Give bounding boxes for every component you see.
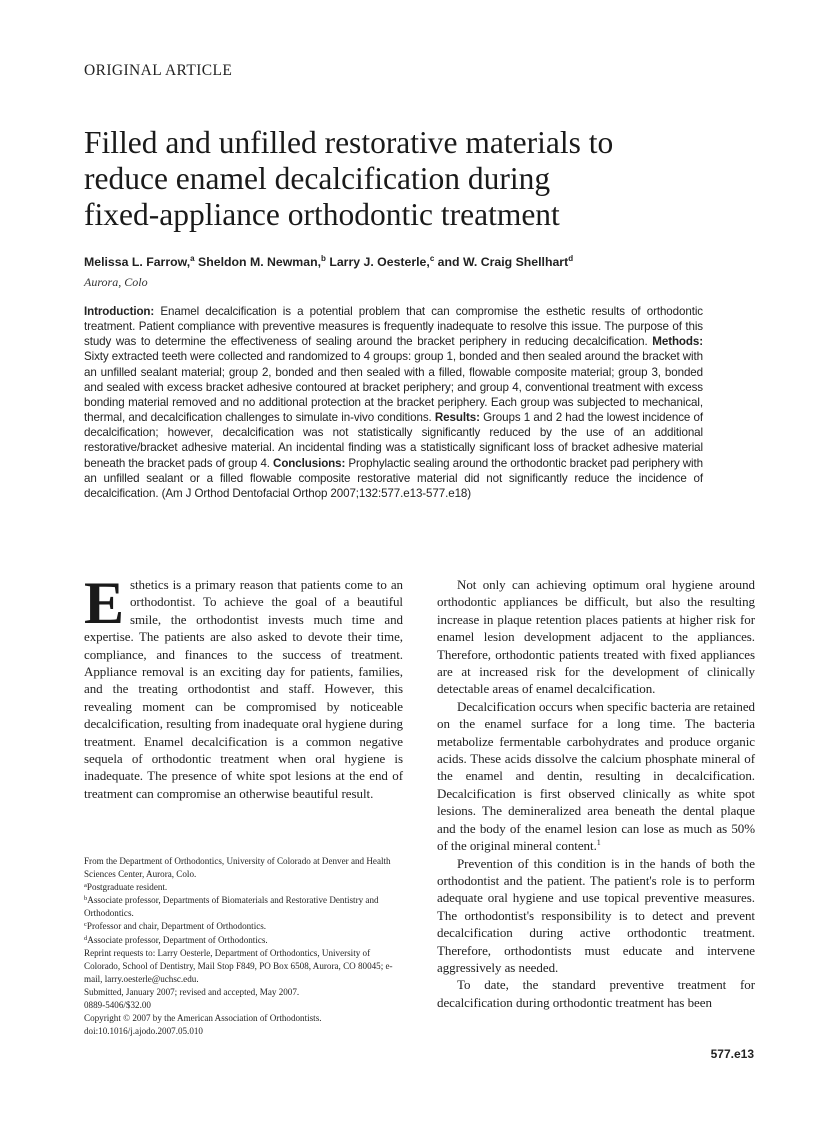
body-paragraph [84,570,403,802]
section-label: ORIGINAL ARTICLE [84,62,233,79]
title-line: fixed-appliance orthodontic treatment [84,197,560,232]
body-paragraph: To date, the standard preventive treatment for decalcification during orthodontic treatment has been [437,977,755,1010]
citation-ref: 1 [596,838,601,848]
title-line: Filled and unfilled restorative materials to [84,125,614,160]
author-name: Melissa L. Farrow, [84,255,191,269]
footnote-reprint: Reprint requests to: Larry Oesterle, Department of Orthodontics, University of Colorado, School of Dentistry, Mail Stop F849, PO Box 6508, Aurora, CO 80045; e-mail, larry.oesterle@uchsc.edu. [84,947,393,984]
author-list [84,255,764,269]
body-paragraph-text: sthetics is a primary reason that patients come to an orthodontist. To achieve the goal of a beautiful smile, the orthodontist invests much time and expertise. The patients are also asked to devote their time, compliance, and finances to the success of treatment. Appliance removal is an exciting day for patients, families, and the treating orthodontist and staff. However, this revealing moment can be compromised by noticeable decalcification, resulting from inadequate oral hygiene during treatment. Enamel decalcification is a common negative sequela of orthodontic treatment when oral hygiene is inadequate. The presence of white spot lesions at the end of treatment can compromise an otherwise beautiful result. [84,577,403,801]
abstract-intro-text: Enamel decalcification is a potential problem that can compromise the esthetic results of orthodontic treatment. Patient compliance with preventive measures is frequently inadequate to resolve this issue. The purpose of this study was to determine the effectiveness of sealing around the bracket periphery in reducing decalcification. [84,305,703,349]
body-paragraph [437,698,755,855]
author-name: Larry J. Oesterle, [325,255,430,269]
footnotes [84,855,404,1038]
author-affil-mark: d [568,254,574,263]
author-name: Sheldon M. Newman, [194,255,322,269]
abstract-intro-label: Introduction: [84,305,155,318]
footnote-a: $^a$Postgraduate resident. [84,882,168,893]
footnote-b: $^b$Associate professor, Departments of Biomaterials and Restorative Dentistry and Orthodontics. [84,895,379,919]
abstract-results-text: Groups 1 and 2 had the lowest incidence of decalcification; however, decalcification was not statistically significantly reduced by the use of an additional restorative/bracket adhesive material. An incidental finding was a statistically significant loss of bracket adhesive material beneath the bracket pads of group 4. [84,411,704,470]
abstract-conclusions-text: Prophylactic sealing around the orthodontic bracket pad periphery with an unfilled sealant or a filled flowable composite restorative material did not significantly reduce the incidence of decalcification. (Am J Orthod Dentofacial Orthop 2007;132:577.e13-577.e18) [84,456,703,500]
footnote-copyright: Copyright © 2007 by the American Association of Orthodontists. [84,1013,322,1024]
body-column-left [84,570,403,802]
footnote-submitted: Submitted, January 2007; revised and accepted, May 2007. [84,986,300,997]
footnote-d: $^d$Associate professor, Department of Orthodontics. [84,934,268,945]
abstract [84,304,703,501]
footnote-c: $^c$Professor and chair, Department of Orthodontics. [84,921,267,932]
drop-cap: E [84,570,124,636]
page-number: 577.e13 [710,1047,754,1061]
author-affil-mark: a [190,254,195,263]
abstract-methods-label: Methods: [647,335,704,349]
body-paragraph-text: Decalcification occurs when specific bacteria are retained on the enamel surface for a long time. The bacteria metabolize fermentable carbohydrates and produce organic acids. These acids dissolve the calcium phosphate mineral of the enamel and dentin, resulting in decalcification. Decalcification is first observed clinically as white spot lesions. The demineralized area beneath the dental plaque and the body of the enamel lesion can lose as much as 50% of the original mineral content. [437,698,755,854]
footnote-from: From the Department of Orthodontics, University of Colorado at Denver and Health Sciences Center, Aurora, Colo. [84,856,391,880]
body-paragraph: Prevention of this condition is in the hands of both the orthodontist and the patient. The patient's role is to perform adequate oral hygiene and use topical preventive measures. The orthodontist's responsibility is to detect and prevent decalcification during active orthodontic treatment. Therefore, orthodontists must educate and intervene aggressively as needed. [437,855,755,975]
author-affil-mark: c [429,254,435,263]
footnote-doi: doi:10.1016/j.ajodo.2007.05.010 [84,1026,203,1037]
body-column-right [437,576,755,1011]
article-title [84,125,764,233]
title-line: reduce enamel decalcification during [84,161,551,196]
body-paragraph: Not only can achieving optimum oral hygiene around orthodontic appliances be difficult, but also the resulting increase in plaque retention places patients at higher risk for enamel lesion development adjacent to the appliances. Therefore, orthodontic patients treated with fixed appliances are at increased risk for the development of clinically detectable areas of enamel decalcification. [437,577,755,697]
abstract-results-label: Results: [431,411,480,425]
abstract-methods-text: Sixty extracted teeth were collected and randomized to 4 groups: group 1, bonded and then sealed around the bracket with an unfilled sealant material; group 2, bonded and then sealed with a filled, flowable composite material; group 3, bonded and sealed with excess bracket adhesive contoured at bracket periphery; and group 4, conventional treatment with excess bonding material removed and no additional protection at the bracket periphery. Each group was subjected to mechanical, thermal, and decalcification challenges to simulate in-vivo conditions. [84,350,703,425]
author-name: and W. Craig Shellhart [434,255,569,269]
author-affil-mark: b [321,254,326,263]
author-location: Aurora, Colo [84,275,148,289]
abstract-conclusions-label: Conclusions: [269,456,346,470]
footnote-issn: 0889-5406/$32.00 [84,1000,151,1011]
